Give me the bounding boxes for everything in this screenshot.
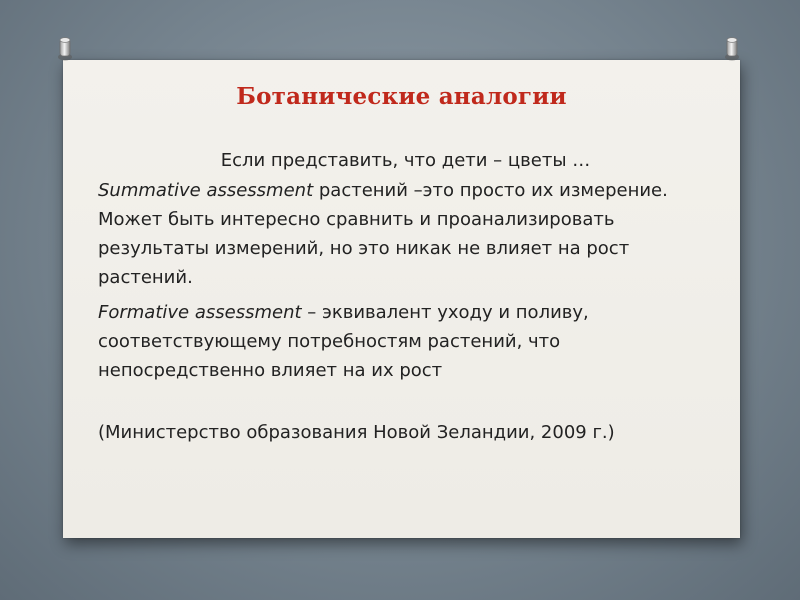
summative-term: Summative assessment — [98, 180, 314, 201]
slide-title: Ботанические аналогии — [236, 83, 567, 110]
citation: (Министерство образования Новой Зеландии, 2009 г.) — [98, 422, 615, 443]
summative-paragraph — [98, 176, 713, 292]
intro-line: Если представить, что дети – цветы … — [220, 150, 591, 171]
summative-text: растений –это просто их измерение. Может быть интересно сравнить и проанализировать результаты измерений, но это никак не влияет на рост растений. — [98, 180, 668, 288]
pushpin-icon — [56, 36, 74, 62]
slide-body — [98, 146, 713, 447]
spacer — [98, 385, 713, 418]
formative-paragraph — [98, 298, 713, 385]
formative-text: – эквивалент уходу и поливу, соответствующему потребностям растений, что непосредственно влияет на их рост — [98, 302, 589, 381]
formative-term: Formative assessment — [98, 302, 302, 323]
pushpin-icon — [723, 36, 741, 62]
